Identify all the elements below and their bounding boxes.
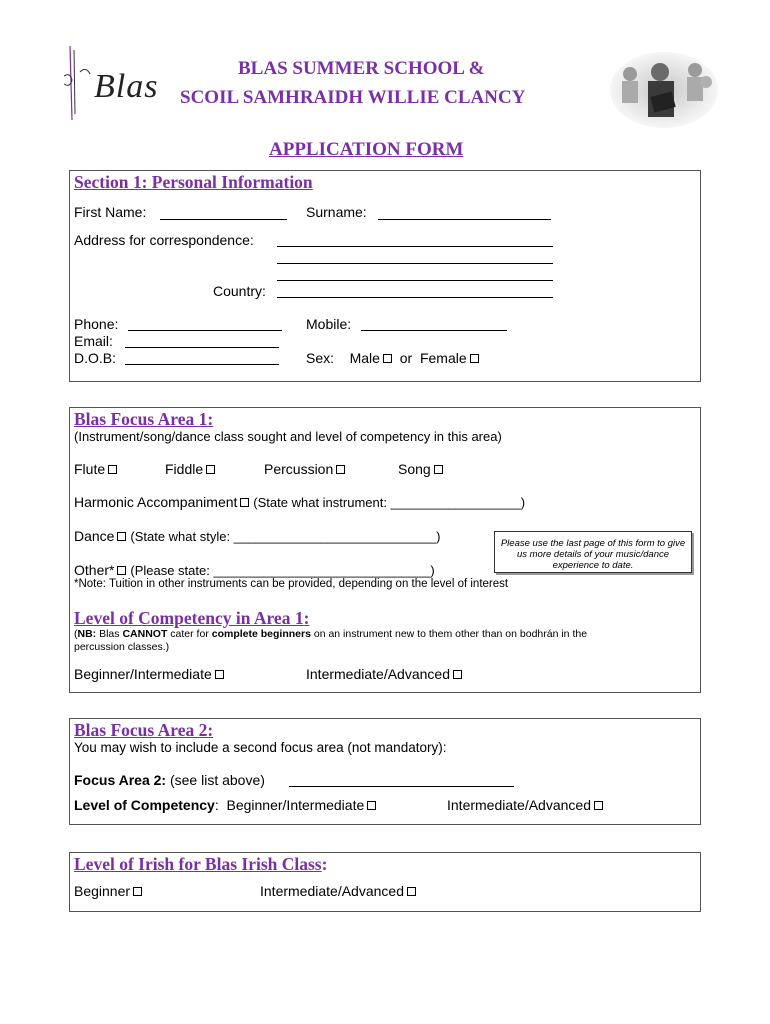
male-label: Male — [349, 350, 380, 366]
focus2-advanced-checkbox[interactable] — [594, 801, 603, 810]
level1-advanced-option — [306, 666, 462, 682]
focus2-subtitle: You may wish to include a second focus area (not mandatory): — [74, 740, 447, 755]
level1-advanced-label: Intermediate/Advanced — [306, 666, 450, 682]
level1-advanced-checkbox[interactable] — [453, 670, 462, 679]
focus2-area-field[interactable] — [289, 786, 514, 787]
irish-heading-colon: : — [321, 854, 328, 874]
school-title-line2: SCOIL SAMHRAIDH WILLIE CLANCY — [180, 87, 526, 108]
nb-cannot: CANNOT — [122, 628, 168, 640]
musician-photo-icon — [610, 50, 718, 128]
tuition-footnote: *Note: Tuition in other instruments can be provided, depending on the level of interest — [74, 578, 509, 590]
irish-beginner-option — [74, 883, 142, 899]
irish-heading — [74, 854, 327, 875]
harmonic-checkbox[interactable] — [240, 498, 249, 507]
focus2-area-label: Focus Area 2: — [74, 772, 167, 788]
country-field[interactable] — [277, 297, 553, 298]
level1-beginner-label: Beginner/Intermediate — [74, 666, 212, 682]
focus2-area-row — [74, 772, 265, 788]
blas-logo — [60, 42, 172, 122]
other-option — [74, 562, 435, 578]
details-note-text: Please use the last page of this form to give us more details of your music/dance experience to date. — [500, 538, 686, 571]
phone-label: Phone: — [74, 316, 119, 332]
dance-label: Dance — [74, 528, 115, 544]
email-label: Email: — [74, 333, 113, 349]
focus1-subtitle: (Instrument/song/dance class sought and level of competency in this area) — [74, 429, 502, 444]
irish-heading-text: Level of Irish for Blas Irish Class — [74, 854, 322, 874]
nb-note-line2: percussion classes.) — [74, 641, 170, 653]
level1-beginner-checkbox[interactable] — [215, 670, 224, 679]
phone-field[interactable] — [128, 330, 282, 331]
fiddle-option — [165, 461, 215, 477]
email-field[interactable] — [125, 347, 279, 348]
fiddle-checkbox[interactable] — [206, 465, 215, 474]
dob-field[interactable] — [125, 364, 279, 365]
country-label: Country: — [213, 283, 266, 299]
nb-text2: cater for — [170, 628, 209, 640]
or-label: or — [399, 350, 413, 366]
sex-row — [306, 350, 479, 366]
harmonic-option — [74, 494, 525, 510]
form-title: APPLICATION FORM — [269, 139, 464, 160]
flute-option — [74, 461, 117, 477]
dance-style-field[interactable]: (State what style: ____________________________) — [130, 529, 441, 544]
irish-advanced-option — [260, 883, 416, 899]
other-state-field[interactable]: (Please state: ______________________________) — [130, 563, 435, 578]
other-checkbox[interactable] — [117, 566, 126, 575]
surname-field[interactable] — [378, 219, 551, 220]
focus2-level-row: Level of Competency: Beginner/Intermediate — [74, 797, 376, 813]
first-name-field[interactable] — [160, 219, 287, 220]
focus2-area-hint: (see list above) — [169, 772, 265, 788]
nb-label: NB: — [77, 628, 97, 640]
nb-note-line1: (NB: Blas CANNOT cater for complete beginners on an instrument new to them other than on bodhrán in the — [74, 628, 588, 640]
address-label: Address for correspondence: — [74, 232, 254, 248]
fiddle-label: Fiddle — [165, 461, 204, 477]
song-checkbox[interactable] — [434, 465, 443, 474]
mobile-label: Mobile: — [306, 316, 352, 332]
harmonic-instrument-field[interactable]: (State what instrument: __________________) — [253, 495, 526, 510]
nb-text3: on an instrument new to them other than on bodhrán in the — [313, 628, 588, 640]
dob-label: D.O.B: — [74, 350, 117, 366]
first-name-label: First Name: — [74, 204, 147, 220]
level1-beginner-option — [74, 666, 224, 682]
details-note-box — [494, 531, 692, 573]
flute-checkbox[interactable] — [108, 465, 117, 474]
focus2-beginner-checkbox[interactable] — [367, 801, 376, 810]
address-field-1[interactable] — [277, 246, 553, 247]
logo-text: Blas — [94, 68, 159, 105]
song-option — [398, 461, 443, 477]
focus2-heading: Blas Focus Area 2: — [74, 720, 214, 740]
male-checkbox[interactable] — [383, 354, 392, 363]
song-label: Song — [398, 461, 431, 477]
other-label: Other* — [74, 562, 115, 578]
female-checkbox[interactable] — [470, 354, 479, 363]
irish-beginner-checkbox[interactable] — [133, 887, 142, 896]
focus1-heading: Blas Focus Area 1: — [74, 409, 214, 429]
surname-label: Surname: — [306, 204, 367, 220]
dance-option — [74, 528, 440, 544]
sex-label: Sex: — [306, 350, 335, 366]
harmonic-label: Harmonic Accompaniment — [74, 494, 238, 510]
irish-advanced-label: Intermediate/Advanced — [260, 883, 404, 899]
address-field-3[interactable] — [277, 280, 553, 281]
focus2-advanced-option — [447, 797, 603, 813]
percussion-option — [264, 461, 345, 477]
school-title-line1: BLAS SUMMER SCHOOL & — [238, 58, 485, 79]
level1-heading: Level of Competency in Area 1: — [74, 608, 310, 628]
irish-beginner-label: Beginner — [74, 883, 131, 899]
focus2-beginner-label: Beginner/Intermediate — [226, 797, 365, 813]
nb-complete: complete beginners — [211, 628, 311, 640]
female-label: Female — [419, 350, 467, 366]
irish-advanced-checkbox[interactable] — [407, 887, 416, 896]
percussion-checkbox[interactable] — [336, 465, 345, 474]
dance-checkbox[interactable] — [117, 532, 126, 541]
musician-photo — [610, 50, 718, 128]
flute-label: Flute — [74, 461, 106, 477]
nb-text1: Blas — [99, 628, 120, 640]
section1-heading: Section 1: Personal Information — [74, 172, 313, 192]
mobile-field[interactable] — [361, 330, 507, 331]
focus2-advanced-label: Intermediate/Advanced — [447, 797, 591, 813]
focus2-level-label: Level of Competency — [74, 797, 215, 813]
percussion-label: Percussion — [264, 461, 334, 477]
address-field-2[interactable] — [277, 263, 553, 264]
